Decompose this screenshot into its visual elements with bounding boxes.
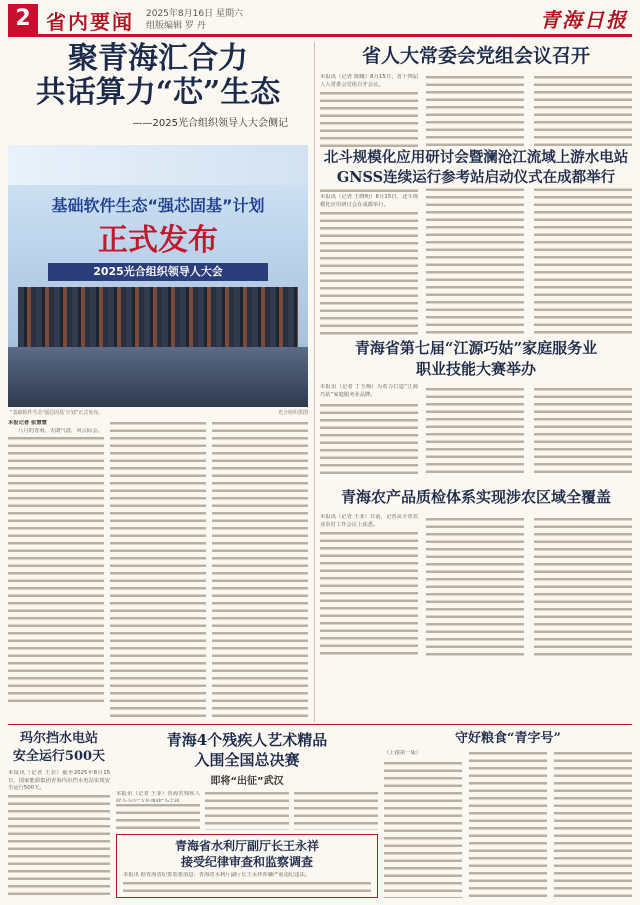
lead-title-line1: 聚青海汇合力	[68, 41, 248, 76]
a3-title-line2: 职业技能大赛举办	[415, 360, 536, 378]
lead-column-1	[8, 420, 104, 720]
photo-stage-crowd	[18, 287, 298, 347]
a5-byline: 本报讯（记者 王菲）截至2025年8月15日，国家能源集团青海玛尔挡水电站实现安全运行500天。	[8, 770, 110, 792]
a2-col2	[426, 194, 524, 338]
photo-credit: 光合组织供图	[277, 410, 308, 416]
article-beidou	[320, 148, 632, 338]
photo-sky-band	[8, 145, 308, 185]
a6-col1	[116, 802, 200, 830]
a7-col1	[384, 760, 462, 898]
a7-byline: （上接第一版）	[384, 750, 422, 756]
article-water-official	[116, 834, 378, 898]
a8-title-line1: 青海省水利厅副厅长王永祥	[174, 839, 319, 853]
a6-subtitle: 即将“出征”武汉	[210, 776, 284, 787]
column-divider	[314, 42, 315, 722]
a6-title-line1: 青海4个残疾人艺术精品	[166, 731, 328, 749]
lead-byline: 本报记者 张慧慧	[8, 420, 47, 426]
lead-body-text	[8, 435, 104, 703]
a2-title-line1: 北斗规模化应用研讨会暨澜沧江流域上游水电站	[320, 148, 632, 168]
a8-byline: 本报讯 据青海省纪委监委消息：青海省水利厅副厅长王永祥涉嫌严重违纪违法。	[123, 872, 311, 878]
a2-title-line2: GNSS连续运行参考站启动仪式在成都举行	[320, 168, 632, 188]
a6-col2	[205, 790, 289, 830]
lead-photo	[8, 145, 308, 407]
article-grain	[384, 730, 632, 898]
a2-body	[320, 194, 632, 338]
article-agri-quality	[320, 486, 632, 666]
a3-title-line1: 青海省第七届“江源巧姑”家庭服务业	[354, 339, 598, 357]
lead-headline-block	[8, 42, 308, 142]
a5-body	[8, 793, 110, 899]
a7-col3	[554, 750, 632, 898]
a7-title: 守好粮食“青字号”	[455, 731, 561, 746]
a4-col3	[534, 516, 632, 658]
a6-col3	[294, 790, 378, 830]
a2-byline: 本报讯（记者 王晓明）8月15日，北斗规模化应用研讨会在成都举行。	[320, 194, 418, 208]
a1-title: 省人大常委会党组会议召开	[361, 45, 590, 67]
newspaper-logo: 青海日报	[540, 8, 628, 32]
a5-title-line1: 玛尔挡水电站	[19, 731, 98, 746]
article-disabled-arts	[116, 730, 378, 830]
lead-subtitle: ——2025光合组织领导人大会侧记	[132, 118, 288, 129]
lead-column-2	[110, 420, 206, 720]
issue-date: 2025年8月16日 星期六	[146, 9, 243, 19]
article-jiangyuan-qiaogu	[320, 338, 632, 478]
a8-body	[123, 880, 371, 892]
section-title: 省内要闻	[46, 10, 134, 34]
a1-byline: 本报讯（记者 陈曦）8月15日，省十四届人大常委会党组召开会议。	[320, 74, 418, 88]
a7-col2	[469, 750, 547, 898]
a6-title-line2: 入围全国总决赛	[194, 751, 300, 769]
photo-banner-line2: 正式发布	[98, 223, 218, 258]
header-rule	[8, 34, 632, 37]
a2-col1	[320, 210, 418, 338]
photo-banner-line1: 基础软件生态“强芯固基”计划	[51, 196, 265, 215]
a3-col2	[426, 386, 524, 478]
lead-column-3	[212, 420, 308, 720]
page-number-badge: 2	[8, 4, 38, 34]
lead-title-line2: 共话算力“芯”生态	[35, 75, 281, 110]
a5-title-line2: 安全运行500天	[12, 749, 106, 764]
a3-col3	[534, 386, 632, 478]
photo-event-bar: 2025光合组织领导人大会	[48, 263, 268, 281]
photo-stage-floor	[8, 347, 308, 407]
a6-byline: 本报讯（记者 王菲）青海省残疾人	[116, 791, 200, 797]
article-maerdang	[8, 730, 110, 898]
a8-title-line2: 接受纪律审查和监察调查	[180, 855, 313, 869]
a2-col3	[534, 194, 632, 338]
issue-meta	[146, 8, 243, 32]
a4-col1	[320, 530, 418, 658]
a3-byline: 本报讯（记者 丁玉梅）为着力打造“江源巧姑”家庭服务业品牌。	[320, 384, 418, 398]
issue-editor: 组版编辑 罗 丹	[146, 21, 206, 31]
lead-lede: 八月的青海，天朗气清，风云际会。	[18, 427, 103, 434]
bottom-rule	[8, 724, 632, 725]
a4-byline: 本报讯（记者 王菲）日前，记者从全省农业农村工作会议上获悉。	[320, 514, 418, 528]
photo-caption: “基础软件生态‘强芯固基’计划”正式发布。	[10, 410, 104, 416]
a4-title: 青海农产品质检体系实现涉农区域全覆盖	[340, 488, 611, 506]
a3-col1	[320, 402, 418, 478]
a4-col2	[426, 516, 524, 658]
